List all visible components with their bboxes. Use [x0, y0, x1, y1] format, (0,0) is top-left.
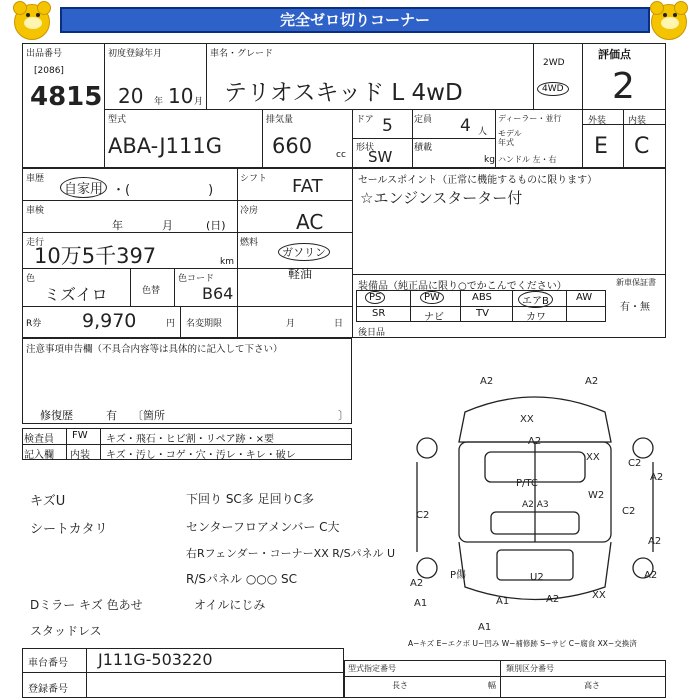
- banner-title: 完全ゼロ切りコーナー: [60, 7, 650, 33]
- mileage-unit: km: [220, 257, 234, 267]
- equipment-abs: ABS: [472, 292, 492, 303]
- remark-right-2: センターフロアメンバー C大: [186, 520, 340, 534]
- model-year-label: モデル年式: [498, 129, 522, 147]
- mark-8: C2: [416, 510, 430, 521]
- chassis-label: 車台番号: [28, 658, 68, 669]
- name-change-day: 日: [334, 319, 344, 329]
- remark-right-1: 下回り SC多 足回りC多: [186, 492, 315, 506]
- shape-value: SW: [368, 148, 393, 166]
- remark-left-1: キズU: [30, 494, 66, 509]
- inspector-fw: FW: [72, 430, 88, 441]
- recycle-unit: 円: [166, 319, 176, 329]
- mark-20: A1: [496, 596, 510, 607]
- recycle-label: R券: [26, 319, 42, 329]
- mark-4: A2: [528, 436, 542, 447]
- color-value: ミズイロ: [44, 285, 108, 304]
- inspector-ext-marks: キズ・飛石・ヒビ割・リペア跡・×要: [106, 434, 274, 445]
- first-reg-month: 10: [168, 84, 194, 108]
- equipment-pw: PW: [420, 291, 444, 304]
- inspector-label-2: 記入欄: [24, 450, 54, 461]
- shape-label: 形状: [356, 143, 375, 153]
- recycle-value: 9,970: [82, 310, 137, 332]
- sales-value: ☆エンジンスターター付: [360, 189, 523, 207]
- mark-21: A1: [478, 622, 492, 633]
- mark-13: A2: [648, 536, 662, 547]
- mark-14: P傷: [450, 570, 467, 581]
- mark-2: A2: [585, 376, 599, 387]
- mileage-label: 走行: [26, 238, 45, 248]
- int-grade: C: [634, 134, 650, 159]
- lot-number: 4815: [30, 82, 103, 112]
- mark-22: A2: [546, 594, 560, 605]
- ext-label: 外装: [588, 116, 607, 126]
- mark-1: A2: [480, 376, 494, 387]
- name-change-month: 月: [286, 319, 296, 329]
- equipment-aw: AW: [576, 292, 593, 303]
- equipment-sr: SR: [372, 308, 386, 319]
- load-label: 積載: [414, 143, 433, 153]
- history-rest: ・( ): [112, 183, 214, 198]
- fuel-gasoline: ガソリン: [278, 243, 330, 261]
- first-reg-label: 初度登録年月: [108, 49, 163, 59]
- length-label: 長さ: [392, 681, 408, 690]
- equipment-leather: カワ: [526, 312, 546, 323]
- equipment-tv: TV: [476, 308, 489, 319]
- fuel-label: 燃料: [240, 238, 259, 248]
- mark-5: XX: [586, 452, 600, 463]
- rear-seat-label: 後日品: [358, 328, 386, 338]
- diagram-wheel-rl: [417, 558, 437, 578]
- displacement-label: 排気量: [266, 115, 294, 125]
- mark-11: W2: [588, 490, 605, 501]
- inspector-label-1: 検査員: [24, 434, 54, 445]
- equipment-label: 装備品（純正品に限り○でかこんでください）: [358, 281, 567, 292]
- mark-3: XX: [520, 414, 534, 425]
- color-code-label: 色コード: [178, 274, 215, 284]
- location-label: 〔箇所: [132, 409, 165, 422]
- inspector-int-label: 内装: [70, 450, 90, 461]
- equipment-navi: ナビ: [424, 312, 444, 323]
- capacity-unit: 人: [478, 127, 488, 137]
- mark-9: P/TC: [516, 478, 538, 489]
- inspection-month: 月: [162, 219, 173, 232]
- mascot-bear-icon-right: [651, 4, 687, 40]
- width-label: 幅: [488, 681, 496, 690]
- shift-label: シフト: [240, 174, 268, 184]
- fuel-diesel: 軽油: [288, 267, 313, 281]
- remark-left-2: シートカタリ: [30, 522, 108, 537]
- history-label: 車歴: [26, 174, 45, 184]
- name-change-label: 名変期限: [186, 319, 223, 329]
- doors-label: ドア: [356, 115, 374, 125]
- inspection-day: (日): [206, 219, 226, 232]
- sales-label: セールスポイント（正常に機能するものに限ります）: [358, 175, 598, 186]
- color-label: 色: [26, 274, 36, 284]
- diagram-wheel-fl: [417, 438, 437, 458]
- mark-19: A1: [414, 598, 428, 609]
- remark-left-6: スタッドレス: [30, 624, 102, 638]
- handle-label: ハンドル 左・右: [498, 155, 557, 164]
- history-value: 自家用: [60, 177, 107, 198]
- score-label: 評価点: [598, 48, 631, 61]
- model-label: 型式: [108, 115, 127, 125]
- location-close: 〕: [338, 409, 349, 422]
- dealer-label: ディーラー・並行: [498, 114, 562, 123]
- ac-value: AC: [296, 210, 324, 234]
- capacity-value: 4: [460, 116, 471, 136]
- repair-label: 修復歴: [40, 409, 73, 422]
- mark-18: A2: [410, 578, 424, 589]
- lot-sub: [2086]: [34, 66, 64, 76]
- registration-label: 登録番号: [28, 684, 68, 695]
- ext-grade: E: [594, 134, 608, 159]
- car-label: 車名・グレード: [210, 49, 274, 59]
- inspector-int-marks: キズ・汚し・コゲ・穴・汚レ・キレ・破レ: [106, 450, 296, 461]
- chassis-value: J111G-503220: [98, 650, 213, 669]
- doors-value: 5: [382, 116, 393, 136]
- color-code: B64: [202, 284, 234, 303]
- color-change-label: 色替: [142, 286, 161, 296]
- height-label: 高さ: [584, 681, 600, 690]
- score-value: 2: [612, 66, 635, 107]
- mark-15: U2: [530, 572, 544, 583]
- drive-2wd: 2WD: [543, 58, 565, 68]
- lot-label: 出品番号: [26, 49, 63, 59]
- remark-right-3: 右Rフェンダー・コーナーXX R/Sパネル U: [186, 547, 396, 560]
- mark-6: C2: [628, 458, 642, 469]
- shift-value: FAT: [292, 176, 323, 197]
- class-label: 類別区分番号: [506, 664, 554, 673]
- equipment-ps: PS: [365, 291, 385, 304]
- notes-label: 注意事項申告欄（不具合内容等は具体的に記入して下さい）: [26, 344, 283, 355]
- capacity-label: 定員: [414, 115, 433, 125]
- warranty-label: 新車保証書: [616, 278, 656, 287]
- mark-16: A2: [644, 570, 658, 581]
- inspection-label: 車検: [26, 206, 45, 216]
- model-value: ABA-J111G: [108, 134, 222, 158]
- inspection-year: 年: [112, 219, 123, 232]
- mascot-bear-icon-left: [14, 4, 50, 40]
- ac-label: 冷房: [240, 206, 259, 216]
- remark-left-5: Dミラー キズ 色あせ: [30, 598, 143, 612]
- mark-17: XX: [592, 590, 606, 601]
- first-reg-year: 20: [118, 84, 144, 108]
- mark-10: A2 A3: [522, 500, 549, 510]
- reg-type-label: 型式指定番号: [348, 664, 396, 673]
- warranty-value: 有・無: [620, 302, 650, 313]
- int-label: 内装: [628, 116, 647, 126]
- drive-4wd: 4WD: [537, 82, 569, 96]
- load-unit: kg: [484, 155, 495, 165]
- remark-right-4: R/Sパネル ○○○ SC: [186, 572, 298, 586]
- equipment-airbag: エアB: [518, 291, 553, 308]
- car-name: テリオスキッド L 4wD: [224, 80, 463, 106]
- mileage-value: 10万5千397: [34, 244, 157, 268]
- mark-12: C2: [622, 506, 636, 517]
- repair-value: 有: [106, 409, 117, 422]
- displacement-value: 660: [272, 134, 313, 158]
- diagram-wheel-fr: [633, 438, 653, 458]
- remark-right-5: オイルにじみ: [194, 598, 266, 612]
- mark-7: A2: [650, 472, 664, 483]
- diagram-legend: A−キズ E−エクボ U−凹み W−補修跡 S−サビ C−腐食 XX−交換済: [408, 639, 637, 648]
- displacement-unit: cc: [336, 150, 346, 160]
